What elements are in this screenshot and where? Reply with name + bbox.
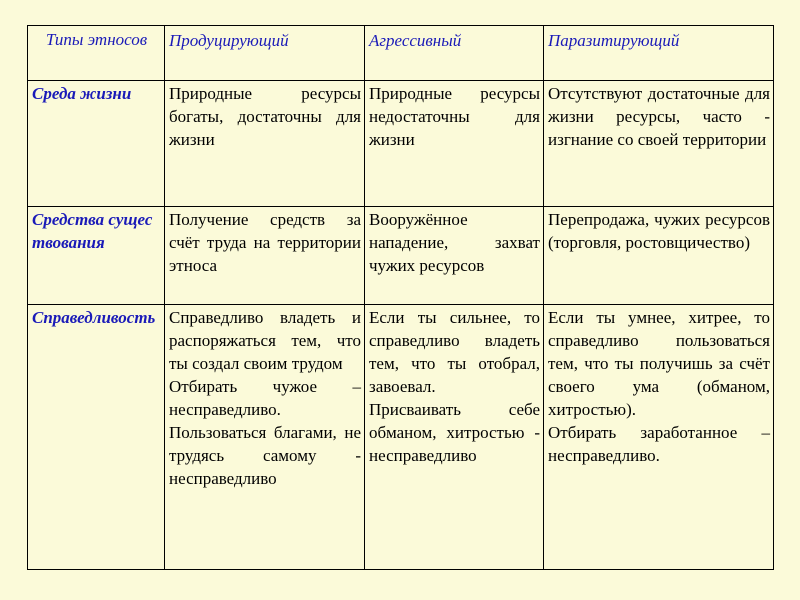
row-label-justice-text: Справедливость [32,308,156,327]
table-row-habitat [28,81,774,207]
cell-justice-producing-p2: Отбирать чужое – несправедливо. [169,377,361,419]
row-label-habitat-text: Среда жизни [32,84,132,103]
cell-habitat-producing: Природные ресурсы богаты, достаточны для жизни [165,81,365,207]
cell-habitat-parasitic: Отсутствуют достаточные для жизни ресурсы, часто - изгнание со своей территории [544,81,774,207]
row-label-livelihood [28,207,165,305]
cell-livelihood-aggressive: Вооружённое нападение, захват чужих ресурсов [365,207,544,305]
header-ethnos-types: Типы этносов [28,26,165,81]
cell-habitat-aggressive: Природные ресурсы недостаточны для жизни [365,81,544,207]
table-row-livelihood [28,207,774,305]
cell-livelihood-parasitic: Перепродажа, чужих ресурсов (торговля, ростовщичество) [544,207,774,305]
row-label-habitat [28,81,165,207]
header-aggressive: Агрессивный [365,26,544,81]
header-parasitic: Паразитирующий [544,26,774,81]
row-label-justice [28,305,165,570]
cell-livelihood-producing: Получение средств за счёт труда на территории этноса [165,207,365,305]
row-label-livelihood-text: Средства существования [32,210,153,252]
header-producing: Продуцирующий [165,26,365,81]
cell-justice-producing [165,305,365,570]
table-row-justice [28,305,774,570]
table-header-row [28,26,774,81]
cell-justice-parasitic-p2: Отбирать заработанное – несправедливо. [548,423,770,465]
cell-justice-producing-p3: Пользоваться благами, не трудясь самому - несправедливо [169,423,361,488]
cell-justice-producing-p1: Справедливо владеть и распоряжаться тем, что ты создал своим трудом [169,308,361,373]
cell-justice-parasitic [544,305,774,570]
cell-justice-aggressive-p1: Если ты сильнее, то справедливо владеть тем, что ты отобрал, завоевал. [369,308,540,396]
cell-justice-aggressive [365,305,544,570]
ethnos-types-table [27,25,774,570]
cell-justice-aggressive-p2: Присваивать себе обманом, хитростью - несправедливо [369,400,540,465]
cell-justice-parasitic-p1: Если ты умнее, хитрее, то справедливо пользоваться тем, что ты получишь за счёт своего ума (обманом, хитростью). [548,308,770,419]
